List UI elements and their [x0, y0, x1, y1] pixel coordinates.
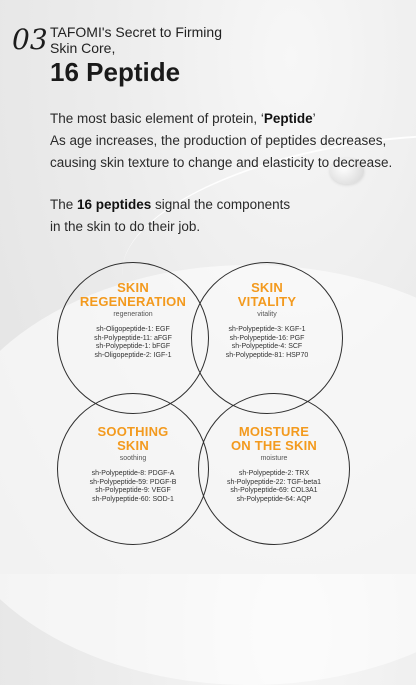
intro-line-2: As age increases, the production of peptides decreases, [50, 133, 387, 148]
peptide-list [58, 326, 208, 360]
kicker-line-1: TAFOMI's Secret to Firming [50, 24, 222, 40]
peptide-item: sh-Polypeptide-8: PDGF-A [91, 470, 175, 477]
circle-subtitle: vitality [257, 311, 277, 318]
signal-bold: 16 peptides [77, 197, 152, 212]
peptide-item: sh-Polypeptide-59: PDGF-B [89, 478, 177, 486]
intro-line-1: The most basic element of protein, ‘Peptide’ [50, 111, 316, 126]
intro-line-3: causing skin texture to change and elasticity to decrease. [50, 155, 393, 170]
peptide-item: sh-Oligopeptide-2: IGF-1 [94, 351, 172, 359]
peptide-item: sh-Polypeptide-1: bFGF [95, 343, 171, 351]
intro-paragraph [50, 108, 392, 174]
peptide-item: sh-Polypeptide-9: VEGF [95, 487, 171, 495]
circle-skin-vitality [191, 262, 343, 414]
peptide-list [58, 470, 208, 504]
circle-subtitle: soothing [119, 455, 147, 462]
peptide-item: sh-Polypeptide-81: HSP70 [225, 351, 309, 359]
circle-heading: SOOTHING SKIN [97, 424, 169, 453]
peptide-item: sh-Polypeptide-64: AQP [236, 495, 312, 503]
circle-skin-regeneration [57, 262, 209, 414]
peptide-item: sh-Polypeptide-11: aFGF [94, 334, 172, 342]
circle-subtitle: moisture [260, 455, 288, 462]
circle-moisture-on-the-skin [198, 393, 350, 545]
section-kicker [50, 24, 222, 56]
peptide-item: sh-Polypeptide-2: TRX [238, 470, 310, 477]
circle-subtitle: regeneration [113, 311, 153, 318]
peptide-list [199, 470, 349, 504]
signal-line-1: The 16 peptides signal the components [50, 197, 291, 212]
section-number: 03 [12, 23, 48, 56]
signal-line-2: in the skin to do their job. [50, 219, 201, 234]
signal-paragraph [50, 194, 290, 238]
circle-soothing-skin [57, 393, 209, 545]
peptide-item: sh-Polypeptide-16: PGF [229, 334, 305, 342]
circle-heading: SKIN REGENERATION [79, 280, 187, 309]
circle-heading: MOISTURE ON THE SKIN [231, 424, 317, 453]
peptide-item: sh-Polypeptide-69: COL3A1 [230, 487, 318, 495]
page-title: 16 Peptide [50, 57, 181, 87]
intro-peptide-bold: Peptide [263, 111, 313, 126]
peptide-item: sh-Polypeptide-22: TGF-beta1 [226, 478, 322, 486]
peptide-item: sh-Oligopeptide-1: EGF [96, 326, 170, 333]
kicker-line-2: Skin Core, [50, 40, 116, 56]
peptide-item: sh-Polypeptide-4: SCF [231, 343, 303, 351]
circle-heading: SKIN VITALITY [237, 280, 297, 309]
peptide-list [192, 326, 342, 360]
peptide-item: sh-Polypeptide-3: KGF-1 [228, 326, 306, 333]
peptide-item: sh-Polypeptide-60: SOD-1 [92, 495, 174, 503]
